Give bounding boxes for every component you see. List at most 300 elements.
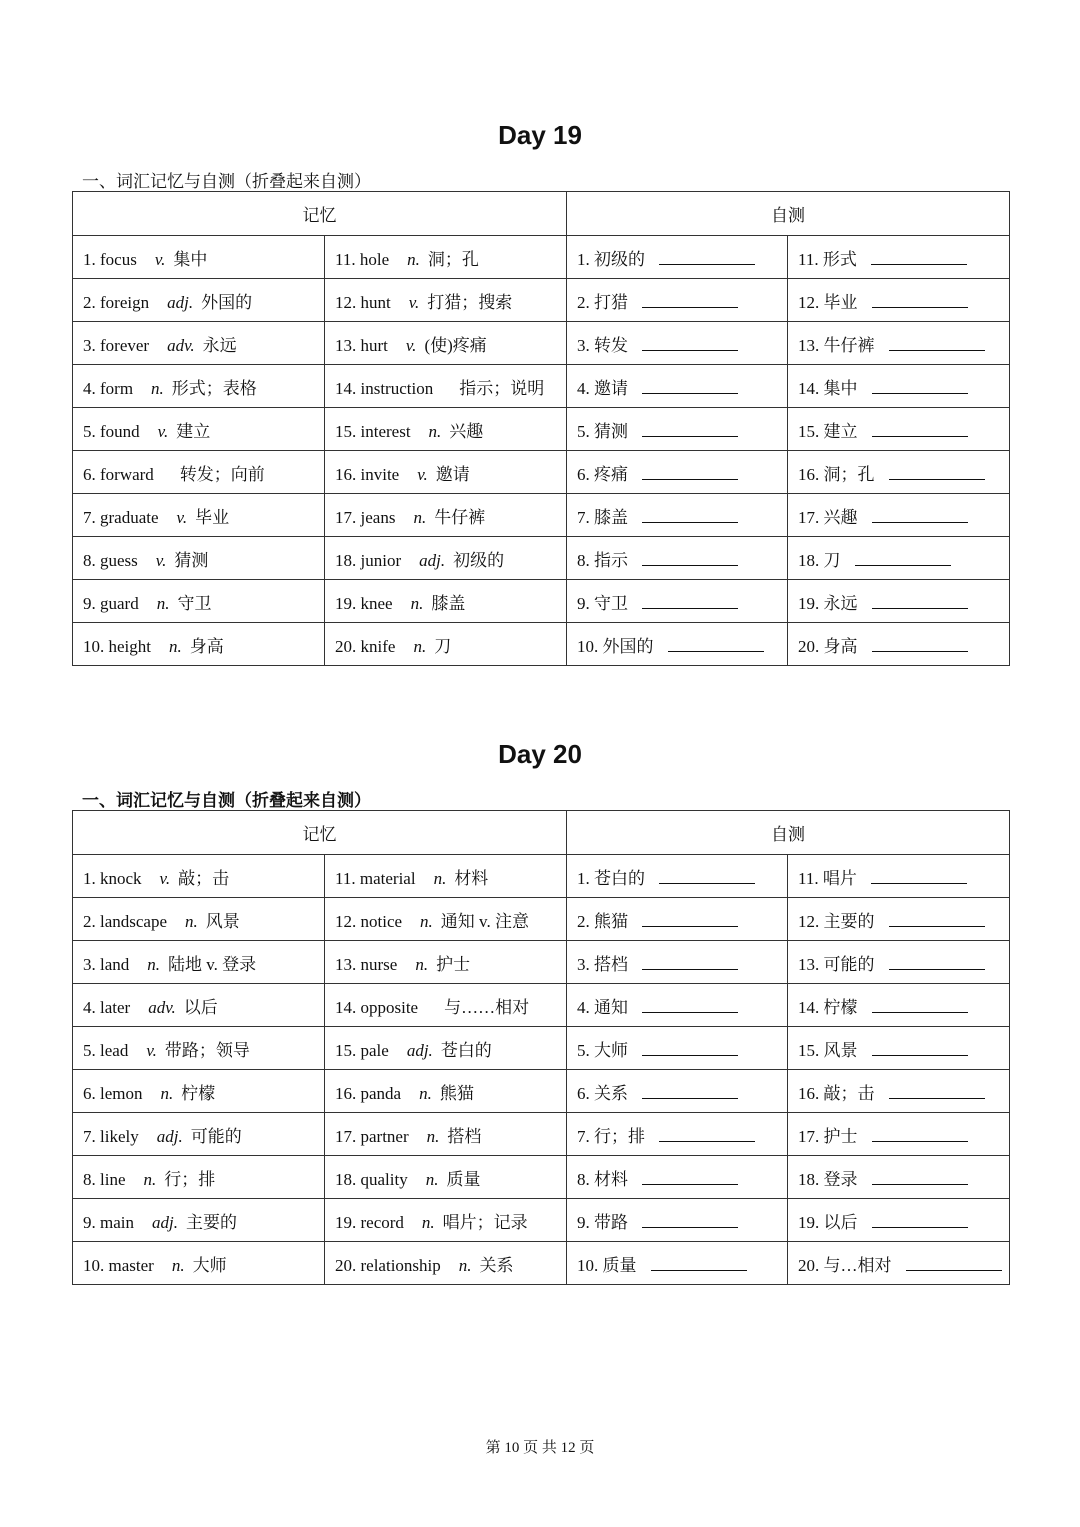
memory-cell — [325, 1027, 567, 1070]
test-prompt: 4. 邀请 — [577, 378, 628, 398]
test-cell — [788, 408, 1010, 451]
meaning: 集中 — [173, 249, 208, 269]
vocab-table — [72, 191, 1010, 666]
word: 1. focus — [83, 249, 137, 269]
part-of-speech: v. — [146, 1040, 157, 1060]
test-cell — [788, 623, 1010, 666]
table-row — [73, 451, 1010, 494]
meaning: 敲；击 — [178, 868, 230, 888]
test-cell — [788, 279, 1010, 322]
answer-blank[interactable] — [872, 637, 968, 652]
answer-blank[interactable] — [642, 465, 738, 480]
meaning: 牛仔裤 — [434, 507, 486, 527]
test-prompt: 16. 敲；击 — [798, 1083, 875, 1103]
test-cell — [788, 1156, 1010, 1199]
answer-blank[interactable] — [871, 869, 967, 884]
part-of-speech: v. — [159, 868, 171, 888]
memory-cell — [325, 984, 567, 1027]
word: 2. foreign — [83, 292, 150, 312]
answer-blank[interactable] — [642, 955, 738, 970]
page-footer: 第 10 页 共 12 页 — [485, 1440, 595, 1456]
word: 4. form — [83, 378, 134, 398]
word: 16. panda — [335, 1083, 402, 1103]
word: 13. hurt — [335, 335, 388, 355]
memory-cell — [73, 408, 325, 451]
table-row — [73, 1027, 1010, 1070]
word: 20. knife — [335, 636, 396, 656]
table-row — [73, 322, 1010, 365]
part-of-speech: v. — [417, 464, 428, 484]
test-cell — [788, 365, 1010, 408]
test-prompt: 17. 护士 — [798, 1126, 858, 1146]
table-row — [73, 408, 1010, 451]
answer-blank[interactable] — [642, 1170, 738, 1185]
memory-cell — [325, 537, 567, 580]
word: 3. forever — [83, 335, 150, 355]
table-row — [73, 365, 1010, 408]
test-prompt: 4. 通知 — [577, 997, 628, 1017]
test-cell — [788, 1113, 1010, 1156]
header-test: 自测 — [567, 811, 1010, 855]
test-prompt: 9. 守卫 — [577, 593, 628, 613]
part-of-speech: adj. — [152, 1212, 178, 1232]
part-of-speech: n. — [415, 954, 429, 974]
meaning: 猜测 — [174, 550, 209, 570]
answer-blank[interactable] — [642, 422, 738, 437]
test-prompt: 16. 洞；孔 — [798, 464, 875, 484]
test-prompt: 15. 风景 — [798, 1040, 858, 1060]
test-prompt: 5. 大师 — [577, 1040, 628, 1060]
test-prompt: 15. 建立 — [798, 421, 858, 441]
answer-blank[interactable] — [889, 336, 985, 351]
word: 18. junior — [335, 550, 402, 570]
answer-blank[interactable] — [642, 379, 738, 394]
test-prompt: 18. 刀 — [798, 550, 841, 570]
part-of-speech: n. — [419, 1083, 432, 1103]
part-of-speech: adj. — [406, 1040, 433, 1060]
word: 8. line — [83, 1169, 126, 1189]
meaning: 苍白的 — [440, 1040, 492, 1060]
test-prompt: 3. 转发 — [577, 335, 628, 355]
part-of-speech: n. — [458, 1255, 472, 1275]
answer-blank[interactable] — [659, 250, 755, 265]
word: 15. interest — [335, 421, 411, 441]
memory-cell — [325, 236, 567, 279]
answer-blank[interactable] — [889, 912, 985, 927]
test-cell — [788, 1199, 1010, 1242]
memory-cell — [73, 494, 325, 537]
answer-blank[interactable] — [872, 1127, 968, 1142]
test-cell — [567, 494, 788, 537]
word: 9. main — [83, 1212, 134, 1232]
word: 1. knock — [83, 868, 142, 888]
answer-blank[interactable] — [855, 551, 951, 566]
part-of-speech: n. — [410, 593, 424, 613]
part-of-speech: adj. — [167, 292, 194, 312]
part-of-speech: n. — [426, 1126, 440, 1146]
test-prompt: 8. 指示 — [577, 550, 628, 570]
memory-cell — [325, 580, 567, 623]
memory-cell — [73, 1199, 325, 1242]
test-cell — [567, 1156, 788, 1199]
part-of-speech: n. — [425, 1169, 439, 1189]
meaning: 唱片；记录 — [442, 1212, 528, 1232]
header-test: 自测 — [567, 192, 1010, 236]
meaning: 与……相对 — [444, 997, 530, 1017]
part-of-speech: adj. — [156, 1126, 183, 1146]
meaning: 带路；领导 — [164, 1040, 250, 1060]
header-row — [73, 192, 1010, 236]
test-cell — [567, 1199, 788, 1242]
meaning: (使)疼痛 — [424, 335, 487, 355]
test-cell — [788, 236, 1010, 279]
answer-blank[interactable] — [642, 551, 738, 566]
test-cell — [567, 1070, 788, 1113]
answer-blank[interactable] — [642, 336, 738, 351]
memory-cell — [325, 1070, 567, 1113]
part-of-speech: n. — [169, 636, 182, 656]
memory-cell — [325, 451, 567, 494]
word: 14. opposite — [335, 997, 419, 1017]
test-cell — [567, 623, 788, 666]
word: 13. nurse — [335, 954, 398, 974]
test-cell — [567, 322, 788, 365]
test-prompt: 12. 主要的 — [798, 911, 875, 931]
memory-cell — [73, 451, 325, 494]
meaning: 护士 — [436, 954, 471, 974]
test-cell — [567, 279, 788, 322]
part-of-speech: v. — [405, 335, 417, 355]
header-memory: 记忆 — [73, 192, 567, 236]
meaning: 洞；孔 — [427, 249, 479, 269]
test-cell — [788, 941, 1010, 984]
part-of-speech: n. — [143, 1169, 157, 1189]
test-cell — [567, 236, 788, 279]
answer-blank[interactable] — [642, 998, 738, 1013]
part-of-speech: n. — [413, 507, 427, 527]
test-prompt: 11. 形式 — [798, 249, 857, 269]
word: 19. knee — [335, 593, 393, 613]
word: 17. jeans — [335, 507, 396, 527]
memory-cell — [73, 537, 325, 580]
header-row — [73, 811, 1010, 855]
meaning: 主要的 — [185, 1212, 237, 1232]
test-cell — [788, 322, 1010, 365]
meaning: 身高 — [189, 636, 224, 656]
test-prompt: 19. 以后 — [798, 1212, 858, 1232]
test-prompt: 20. 与…相对 — [798, 1255, 892, 1275]
answer-blank[interactable] — [659, 869, 755, 884]
part-of-speech: n. — [160, 1083, 174, 1103]
table-row — [73, 494, 1010, 537]
answer-blank[interactable] — [872, 1041, 968, 1056]
meaning: 陆地 v. 登录 — [168, 954, 257, 974]
word: 18. quality — [335, 1169, 408, 1189]
answer-blank[interactable] — [872, 293, 968, 308]
memory-cell — [73, 322, 325, 365]
table-row — [73, 236, 1010, 279]
test-cell — [567, 365, 788, 408]
memory-cell — [73, 898, 325, 941]
memory-cell — [325, 279, 567, 322]
word: 5. lead — [83, 1040, 129, 1060]
vocab-table — [72, 810, 1010, 1285]
answer-blank[interactable] — [659, 1127, 755, 1142]
word: 5. found — [83, 421, 140, 441]
answer-blank[interactable] — [872, 1170, 968, 1185]
test-prompt: 1. 初级的 — [577, 249, 645, 269]
memory-cell — [73, 855, 325, 898]
test-prompt: 17. 兴趣 — [798, 507, 858, 527]
test-prompt: 20. 身高 — [798, 636, 858, 656]
memory-cell — [73, 365, 325, 408]
header-memory: 记忆 — [73, 811, 567, 855]
memory-cell — [325, 1156, 567, 1199]
memory-cell — [325, 494, 567, 537]
part-of-speech: n. — [420, 911, 433, 931]
day-title: Day 19 — [498, 120, 582, 150]
table-row — [73, 279, 1010, 322]
part-of-speech: n. — [421, 1212, 435, 1232]
part-of-speech: n. — [413, 636, 427, 656]
memory-cell — [325, 322, 567, 365]
memory-cell — [325, 408, 567, 451]
test-prompt: 6. 关系 — [577, 1083, 628, 1103]
test-cell — [567, 898, 788, 941]
word: 14. instruction — [335, 378, 434, 398]
meaning: 初级的 — [453, 550, 505, 570]
word: 7. graduate — [83, 507, 159, 527]
test-prompt: 10. 外国的 — [577, 636, 654, 656]
answer-blank[interactable] — [906, 1256, 1002, 1271]
word: 2. landscape — [83, 911, 168, 931]
word: 9. guard — [83, 593, 139, 613]
part-of-speech: v. — [408, 292, 420, 312]
memory-cell — [73, 623, 325, 666]
test-prompt: 10. 质量 — [577, 1255, 637, 1275]
memory-cell — [73, 1070, 325, 1113]
test-cell — [788, 984, 1010, 1027]
test-cell — [788, 537, 1010, 580]
test-cell — [788, 1070, 1010, 1113]
meaning: 搭档 — [447, 1126, 482, 1146]
part-of-speech: adv. — [148, 997, 176, 1017]
part-of-speech: adj. — [419, 550, 446, 570]
memory-cell — [73, 1113, 325, 1156]
word: 4. later — [83, 997, 131, 1017]
test-cell — [567, 451, 788, 494]
test-prompt: 9. 带路 — [577, 1212, 628, 1232]
test-cell — [788, 1027, 1010, 1070]
table-row — [73, 1242, 1010, 1285]
word: 16. invite — [335, 464, 400, 484]
meaning: 关系 — [479, 1255, 514, 1275]
word: 15. pale — [335, 1040, 389, 1060]
word: 8. guess — [83, 550, 138, 570]
answer-blank[interactable] — [871, 250, 967, 265]
part-of-speech: v. — [155, 550, 167, 570]
test-cell — [788, 580, 1010, 623]
test-cell — [567, 984, 788, 1027]
memory-cell — [325, 1242, 567, 1285]
test-cell — [567, 1113, 788, 1156]
word: 10. master — [83, 1255, 154, 1275]
test-prompt: 19. 永远 — [798, 593, 858, 613]
meaning: 建立 — [176, 421, 211, 441]
test-prompt: 5. 猜测 — [577, 421, 628, 441]
test-cell — [567, 1242, 788, 1285]
meaning: 邀请 — [435, 464, 470, 484]
word: 12. notice — [335, 911, 403, 931]
table-row — [73, 1070, 1010, 1113]
meaning: 外国的 — [201, 292, 253, 312]
word: 3. land — [83, 954, 130, 974]
answer-blank[interactable] — [872, 998, 968, 1013]
part-of-speech: n. — [407, 249, 420, 269]
test-prompt: 13. 牛仔裤 — [798, 335, 875, 355]
answer-blank[interactable] — [642, 594, 738, 609]
test-prompt: 8. 材料 — [577, 1169, 628, 1189]
part-of-speech: n. — [185, 911, 198, 931]
meaning: 形式；表格 — [171, 378, 257, 398]
answer-blank[interactable] — [889, 955, 985, 970]
meaning: 通知 v. 注意 — [440, 911, 529, 931]
memory-cell — [325, 855, 567, 898]
answer-blank[interactable] — [642, 1041, 738, 1056]
test-cell — [788, 1242, 1010, 1285]
memory-cell — [325, 941, 567, 984]
table-row — [73, 537, 1010, 580]
test-cell — [788, 855, 1010, 898]
answer-blank[interactable] — [642, 912, 738, 927]
answer-blank[interactable] — [642, 293, 738, 308]
memory-cell — [325, 898, 567, 941]
part-of-speech: n. — [147, 954, 161, 974]
answer-blank[interactable] — [642, 1213, 738, 1228]
meaning: 转发；向前 — [179, 464, 265, 484]
meaning: 永远 — [202, 335, 237, 355]
test-prompt: 3. 搭档 — [577, 954, 628, 974]
word: 11. hole — [335, 249, 390, 269]
meaning: 质量 — [446, 1169, 481, 1189]
memory-cell — [325, 1199, 567, 1242]
test-prompt: 18. 登录 — [798, 1169, 858, 1189]
test-prompt: 11. 唱片 — [798, 868, 857, 888]
answer-blank[interactable] — [642, 508, 738, 523]
word: 10. height — [83, 636, 151, 656]
test-cell — [788, 898, 1010, 941]
meaning: 指示；说明 — [459, 378, 545, 398]
part-of-speech: v. — [154, 249, 166, 269]
answer-blank[interactable] — [872, 379, 968, 394]
answer-blank[interactable] — [668, 637, 764, 652]
word: 11. material — [335, 868, 416, 888]
test-prompt: 2. 熊猫 — [577, 911, 628, 931]
test-cell — [788, 451, 1010, 494]
part-of-speech: v. — [157, 421, 169, 441]
answer-blank[interactable] — [872, 1213, 968, 1228]
word: 20. relationship — [335, 1255, 441, 1275]
word: 19. record — [335, 1212, 404, 1232]
part-of-speech: v. — [176, 507, 188, 527]
meaning: 守卫 — [177, 593, 212, 613]
memory-cell — [73, 1242, 325, 1285]
answer-blank[interactable] — [651, 1256, 747, 1271]
answer-blank[interactable] — [642, 1084, 738, 1099]
word: 7. likely — [83, 1126, 139, 1146]
test-cell — [567, 855, 788, 898]
test-cell — [567, 941, 788, 984]
meaning: 行；排 — [164, 1169, 216, 1189]
part-of-speech: n. — [171, 1255, 185, 1275]
word: 6. lemon — [83, 1083, 143, 1103]
answer-blank[interactable] — [889, 465, 985, 480]
test-prompt: 14. 柠檬 — [798, 997, 858, 1017]
table-row — [73, 898, 1010, 941]
answer-blank[interactable] — [872, 594, 968, 609]
test-prompt: 7. 膝盖 — [577, 507, 628, 527]
table-row — [73, 623, 1010, 666]
test-cell — [567, 1027, 788, 1070]
word: 6. forward — [83, 464, 154, 484]
part-of-speech: n. — [151, 378, 164, 398]
meaning: 柠檬 — [181, 1083, 216, 1103]
test-prompt: 1. 苍白的 — [577, 868, 645, 888]
meaning: 材料 — [454, 868, 489, 888]
test-prompt: 7. 行；排 — [577, 1126, 645, 1146]
memory-cell — [325, 1113, 567, 1156]
meaning: 风景 — [205, 911, 240, 931]
section-heading: 一、词汇记忆与自测（折叠起来自测） — [82, 172, 371, 191]
meaning: 可能的 — [190, 1126, 242, 1146]
test-prompt: 14. 集中 — [798, 378, 858, 398]
memory-cell — [325, 623, 567, 666]
part-of-speech: n. — [156, 593, 170, 613]
section-heading: 一、词汇记忆与自测（折叠起来自测） — [82, 791, 371, 810]
answer-blank[interactable] — [889, 1084, 985, 1099]
table-row — [73, 941, 1010, 984]
test-cell — [567, 537, 788, 580]
part-of-speech: adv. — [167, 335, 195, 355]
meaning: 以后 — [183, 997, 218, 1017]
meaning: 膝盖 — [431, 593, 466, 613]
meaning: 兴趣 — [449, 421, 484, 441]
memory-cell — [73, 1156, 325, 1199]
part-of-speech: n. — [428, 421, 442, 441]
memory-cell — [73, 1027, 325, 1070]
answer-blank[interactable] — [872, 422, 968, 437]
meaning: 毕业 — [195, 507, 230, 527]
table-row — [73, 855, 1010, 898]
table-row — [73, 580, 1010, 623]
test-prompt: 12. 毕业 — [798, 292, 858, 312]
word: 12. hunt — [335, 292, 391, 312]
meaning: 大师 — [192, 1255, 227, 1275]
table-row — [73, 1156, 1010, 1199]
memory-cell — [73, 279, 325, 322]
word: 17. partner — [335, 1126, 409, 1146]
day-title: Day 20 — [498, 739, 582, 769]
table-row — [73, 1199, 1010, 1242]
memory-cell — [73, 580, 325, 623]
test-prompt: 13. 可能的 — [798, 954, 875, 974]
part-of-speech: n. — [433, 868, 447, 888]
test-prompt: 2. 打猎 — [577, 292, 628, 312]
answer-blank[interactable] — [872, 508, 968, 523]
test-cell — [567, 408, 788, 451]
meaning: 刀 — [434, 636, 452, 656]
meaning: 打猎；搜索 — [427, 292, 513, 312]
